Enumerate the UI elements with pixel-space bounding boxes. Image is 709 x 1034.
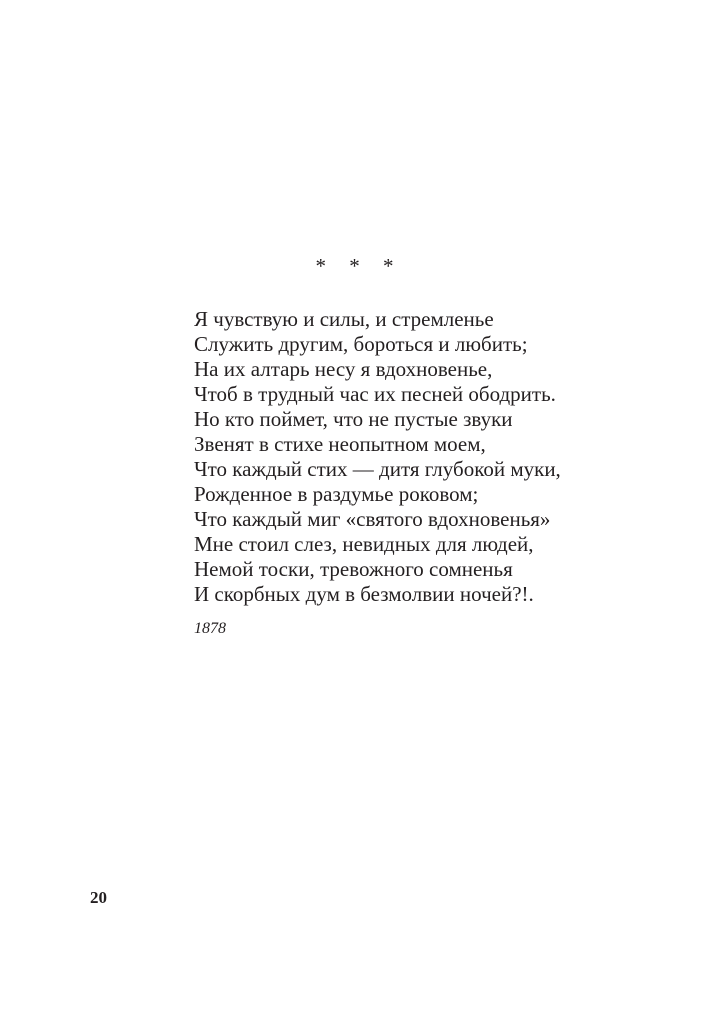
page-number: 20 — [90, 888, 107, 907]
poem-line: И скорбных дум в безмолвии ночей?!. — [194, 582, 534, 606]
poem-line: Рожденное в раздумье роковом; — [194, 482, 479, 506]
poem-line: Чтоб в трудный час их песней ободрить. — [194, 382, 556, 406]
poem-line: Мне стоил слез, невидных для людей, — [194, 532, 534, 556]
poem-line: Служить другим, бороться и любить; — [194, 332, 528, 356]
poem-line: На их алтарь несу я вдохновенье, — [194, 357, 493, 381]
poem-line: Я чувствую и силы, и стремленье — [194, 307, 494, 331]
poem-line: Что каждый стих — дитя глубокой муки, — [194, 457, 561, 481]
poem-line: Что каждый миг «святого вдохновенья» — [194, 507, 551, 531]
poem-line: Немой тоски, тревожного сомненья — [194, 557, 513, 581]
poem-text — [194, 307, 644, 607]
poem-date: 1878 — [194, 620, 226, 637]
asterism-separator: * * * — [315, 254, 403, 278]
poem-line: Звенят в стихе неопытном моем, — [194, 432, 486, 456]
poem-line: Но кто поймет, что не пустые звуки — [194, 407, 513, 431]
